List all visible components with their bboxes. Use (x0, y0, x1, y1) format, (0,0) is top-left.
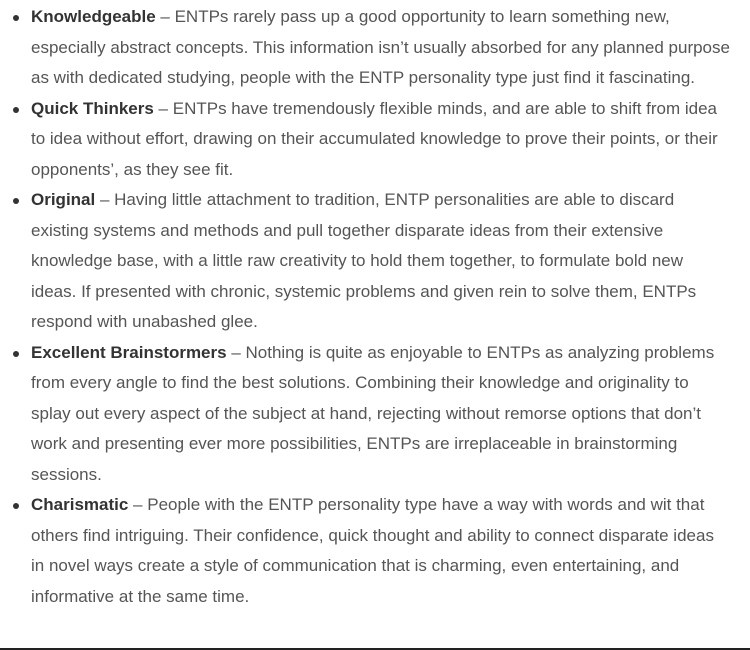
item-term: Quick Thinkers (31, 98, 154, 118)
item-separator: – (95, 190, 115, 209)
list-item-original (0, 185, 730, 338)
item-separator: – (153, 98, 173, 118)
list-item-excellent-brainstormers (0, 338, 730, 491)
bullet-icon (13, 107, 19, 113)
item-text: Nothing is quite as enjoyable to ENTPs as analyzing problems from every angle to find the best solutions. Combining their knowledge and originality to splay out every aspect of the subject at hand, rejecting without remorse options that don’t work and presenting ever more possibilities, ENTPs are irreplaceable in brainstorming sessions. (31, 342, 715, 484)
item-term: Charismatic (31, 495, 129, 514)
bullet-icon (13, 503, 19, 509)
item-text: Having little attachment to tradition, ENTP personalities are able to discard existing systems and methods and pull together disparate ideas from their extensive knowledge base, with a little raw creativity to hold them together, to formulate bold new ideas. If presented with chronic, systemic problems and given rein to solve them, ENTPs respond with unabashed glee. (31, 190, 697, 331)
bullet-icon (13, 15, 19, 21)
item-text: ENTPs have tremendously flexible minds, and are able to shift from idea to idea without effort, drawing on their accumulated knowledge to prove their points, or their opponents’, as they see fit. (31, 98, 718, 179)
item-text: ENTPs rarely pass up a good opportunity to learn something new, especially abstract concepts. This information isn’t usually absorbed for any planned purpose as with dedicated studying, people with the ENTP personality type just find it fascinating. (31, 7, 730, 87)
list-item-quick-thinkers (0, 94, 730, 186)
bullet-icon (13, 198, 19, 204)
item-separator: – (128, 495, 148, 514)
item-term: Knowledgeable (31, 7, 156, 26)
strengths-list (0, 2, 730, 612)
item-term: Original (31, 190, 96, 209)
item-term: Excellent Brainstormers (31, 342, 227, 362)
item-separator: – (155, 7, 175, 26)
item-text: People with the ENTP personality type have a way with words and wit that others find intriguing. Their confidence, quick thought and ability to connect disparate ideas in novel ways create a style of communication that is charming, even entertaining, and informative at the same time. (31, 495, 714, 606)
bullet-icon (13, 351, 19, 357)
list-item-charismatic (0, 490, 730, 612)
list-item-knowledgeable (0, 2, 730, 94)
item-separator: – (226, 342, 246, 362)
